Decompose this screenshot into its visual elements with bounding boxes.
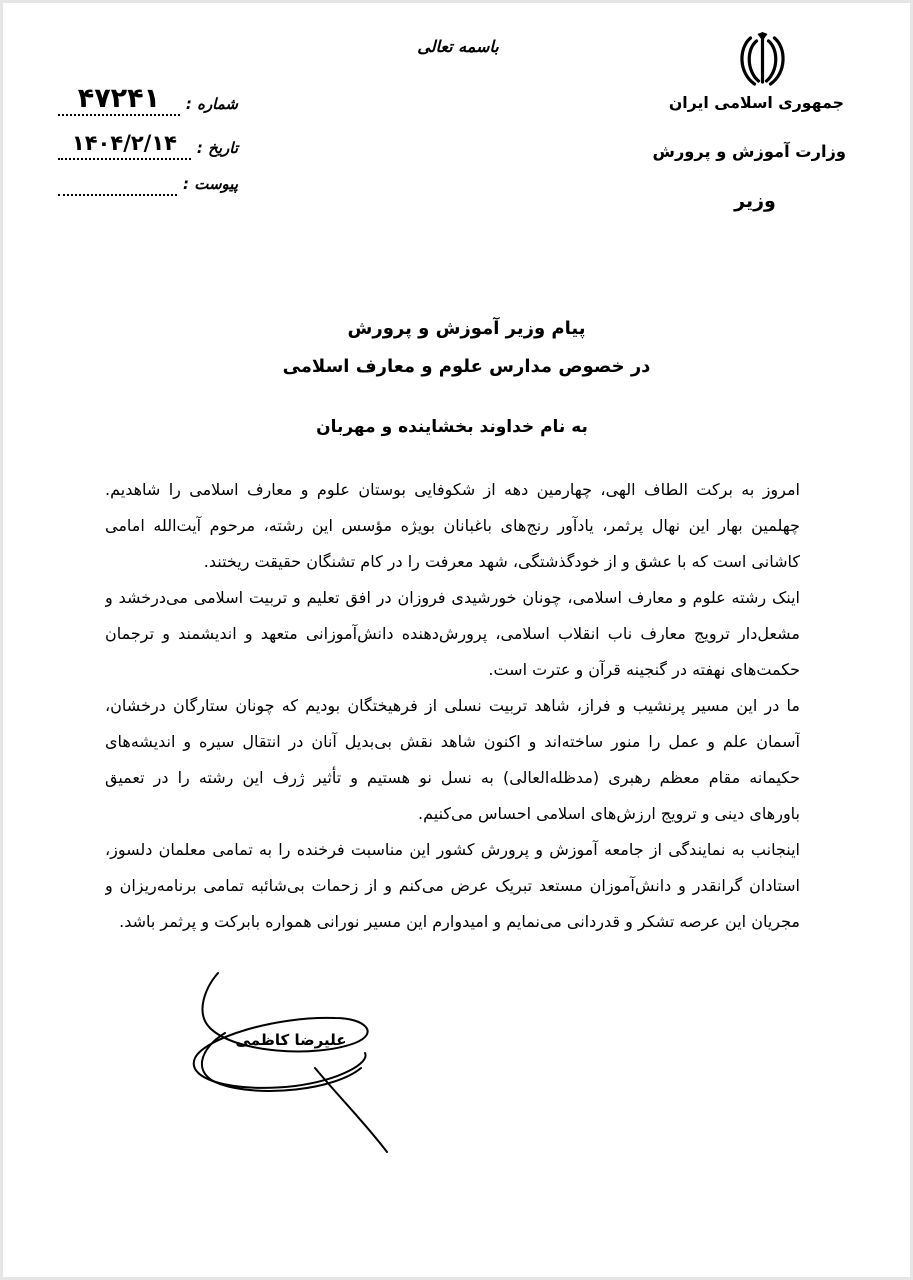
body-line: باورهای دینی و ترویج ارزش‌های اسلامی احساس می‌کنیم. [418, 804, 800, 823]
letter-date-label: تاریخ : [196, 139, 238, 157]
body-paragraph [105, 832, 800, 940]
body-line: امروز به برکت الطاف الهی، چهارمین دهه از شکوفایی بوستان علوم و معارف اسلامی را شاهدیم. [105, 480, 800, 499]
body-paragraph [105, 472, 800, 580]
letter-title: پیام وزیر آموزش و پرورش [347, 318, 586, 339]
body-line: مشعل‌دار ترویج معارف ناب انقلاب اسلامی، پرورش‌دهنده دانش‌آموزانی متعهد و اندیشمند و ترجمان [105, 624, 800, 643]
letter-attachment-row [58, 160, 238, 196]
body-line: مجریان این عرصه تشکر و قدردانی می‌نمایم و امیدوارم این مسیر نورانی همواره بابرکت و پرثمر باشد. [119, 912, 800, 931]
body-line: کاشانی است که با عشق و از خودگذشتگی، شهد معرفت را در کام تشنگان حقیقت ریختند. [203, 552, 800, 571]
iran-emblem-icon [735, 31, 790, 87]
body-line: چهلمین بهار این نهال پرثمر، یادآور رنج‌های باغبانان بویژه مؤسس این رشته، مرحوم آیت‌الله امامی [105, 516, 800, 535]
body-line: حکمت‌های نهفته در گنجینه قرآن و عترت است. [488, 660, 800, 679]
body-paragraph [105, 688, 800, 832]
letter-attachment-label: پیوست : [183, 175, 238, 193]
body-line: اینجانب به نمایندگی از جامعه آموزش و پرورش کشور این مناسبت فرخنده را به تمامی معلمان دلسوز، [105, 840, 800, 859]
body-line: آسمان علم و عمل را منور ساخته‌اند و اکنون شاهد نقش بی‌بدیل آنان در انتقال سیره و اندیشه‌های [105, 732, 800, 751]
letter-number-row [58, 80, 238, 116]
letter-number-value: ۴۷۲۴۱ [58, 84, 180, 116]
body-paragraph [105, 580, 800, 688]
basmala: به نام خداوند بخشاینده و مهربان [316, 417, 588, 437]
invocation-text: باسمه تعالی [417, 37, 499, 56]
letter-number-label: شماره : [185, 95, 238, 113]
ministry-name: وزارت آموزش و پرورش [652, 142, 846, 161]
body-line: حکیمانه مقام معظم رهبری (مدظله‌العالی) به نسل نو هستیم و تأثیر ژرف این رشته را در تعمیق [105, 768, 800, 787]
body-line: استادان گرانقدر و دانش‌آموزان مستعد تبریک عرض می‌کنم و از زحمات بی‌شائبه تمامی برنامه‌ریزان و [105, 876, 800, 895]
letter-subtitle: در خصوص مدارس علوم و معارف اسلامی [282, 356, 651, 377]
letter-body [105, 472, 800, 940]
letter-date-value: ۱۴۰۴/۲/۱۴ [58, 128, 191, 160]
signature-scribble [165, 958, 415, 1158]
body-line: اینک رشته علوم و معارف اسلامی، چونان خورشیدی فروزان در افق تعلیم و تربیت اسلامی می‌درخشد و [105, 588, 800, 607]
letter-date-row [58, 124, 238, 160]
office-name: وزیر [734, 190, 776, 212]
body-line: ما در این مسیر پرنشیب و فراز، شاهد تربیت نسلی از فرهیختگان بودیم که چونان ستارگان درخشان، [105, 696, 800, 715]
country-name: جمهوری اسلامی ایران [668, 93, 844, 112]
signatory-name: علیرضا کاظمی [235, 1031, 347, 1049]
letter-attachment-value [58, 164, 177, 196]
